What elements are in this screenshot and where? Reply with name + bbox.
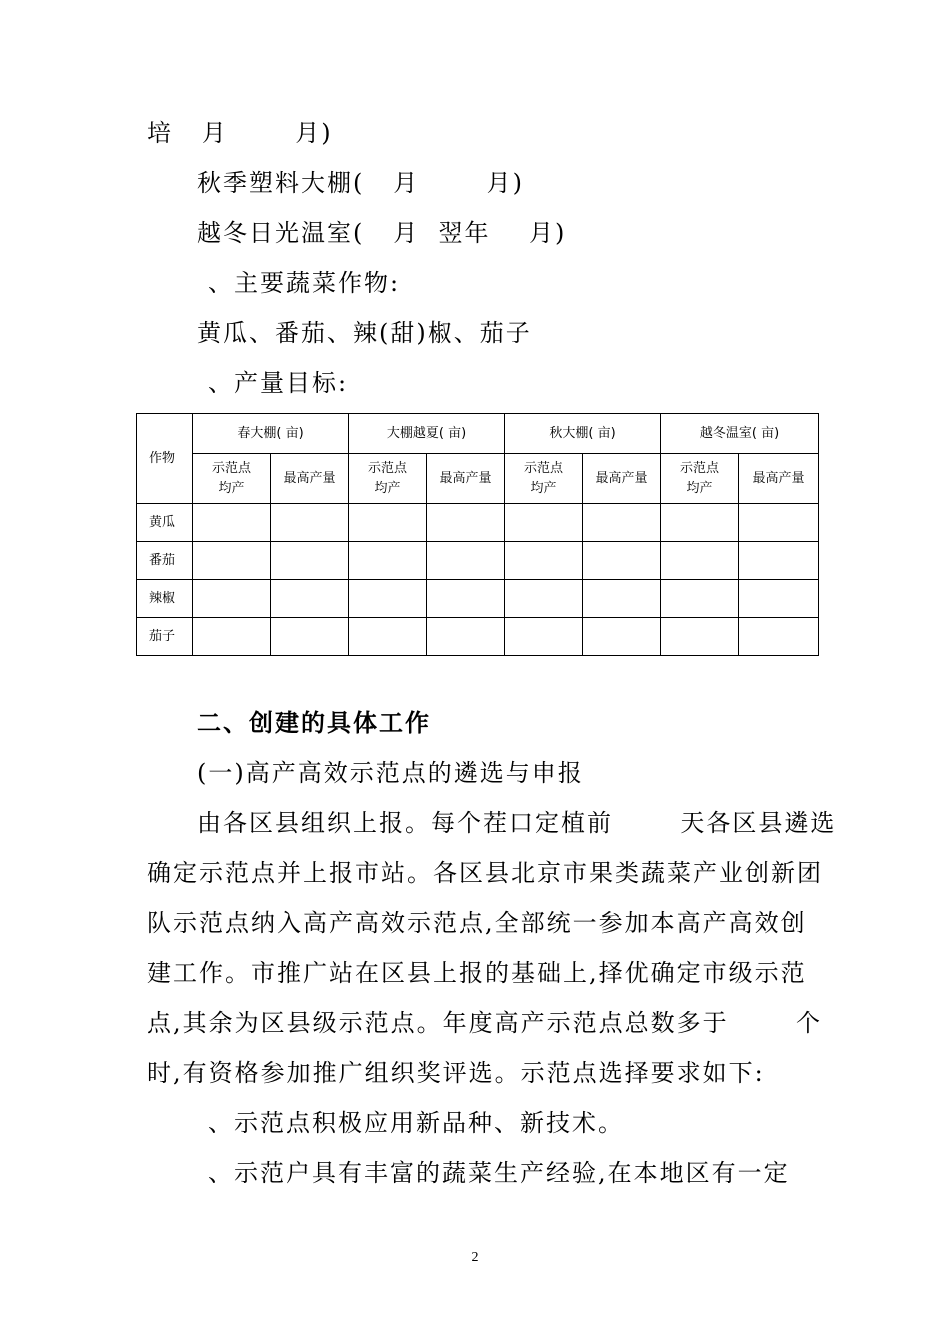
table-cell	[349, 580, 427, 618]
table-cell	[739, 618, 819, 656]
table-cell	[739, 542, 819, 580]
paragraph-line: 、示范户具有丰富的蔬菜生产经验,在本地区有一定	[208, 1159, 790, 1187]
line-6: 、产量目标:	[208, 369, 349, 397]
yield-target-table	[136, 413, 819, 656]
table-cell	[505, 580, 583, 618]
table-cell	[193, 618, 271, 656]
table-cell	[193, 580, 271, 618]
max-yield-header: 最高产量	[427, 454, 505, 504]
table-row	[137, 542, 819, 580]
table-cell	[427, 542, 505, 580]
avg-yield-header: 示范点 均产	[349, 454, 427, 504]
table-cell	[505, 504, 583, 542]
table-cell	[271, 618, 349, 656]
group-header: 秋大棚( 亩)	[505, 414, 661, 454]
subsection-heading: (一)高产高效示范点的遴选与申报	[197, 759, 584, 787]
crop-name: 茄子	[137, 618, 193, 656]
table-cell	[583, 618, 661, 656]
table-cell	[349, 542, 427, 580]
line-1: 培 月 月)	[147, 119, 333, 147]
table-cell	[193, 542, 271, 580]
crop-name: 辣椒	[137, 580, 193, 618]
crop-name: 番茄	[137, 542, 193, 580]
table-cell	[427, 504, 505, 542]
table-cell	[505, 618, 583, 656]
paragraph-line: 点,其余为区县级示范点。年度高产示范点总数多于 个	[147, 1009, 823, 1037]
table-cell	[193, 504, 271, 542]
table-cell	[349, 504, 427, 542]
max-yield-header: 最高产量	[583, 454, 661, 504]
paragraph-line: 时,有资格参加推广组织奖评选。示范点选择要求如下:	[147, 1059, 765, 1087]
table-cell	[739, 580, 819, 618]
line-3: 越冬日光温室( 月 翌年 月)	[197, 219, 567, 247]
group-header: 春大棚( 亩)	[193, 414, 349, 454]
avg-yield-header: 示范点 均产	[505, 454, 583, 504]
avg-yield-header: 示范点 均产	[661, 454, 739, 504]
avg-yield-header: 示范点 均产	[193, 454, 271, 504]
table-cell	[739, 504, 819, 542]
table-cell	[427, 580, 505, 618]
table-cell	[583, 542, 661, 580]
paragraph-line: 队示范点纳入高产高效示范点,全部统一参加本高产高效创	[147, 909, 807, 937]
table-cell	[583, 504, 661, 542]
table-cell	[271, 580, 349, 618]
table-row	[137, 504, 819, 542]
table-cell	[349, 618, 427, 656]
table-cell	[427, 618, 505, 656]
crop-name: 黄瓜	[137, 504, 193, 542]
max-yield-header: 最高产量	[271, 454, 349, 504]
table-cell	[661, 504, 739, 542]
paragraph-line: 建工作。市推广站在区县上报的基础上,择优确定市级示范	[147, 959, 807, 987]
table-cell	[271, 542, 349, 580]
line-2: 秋季塑料大棚( 月 月)	[197, 169, 525, 197]
section-heading: 二、创建的具体工作	[197, 709, 431, 737]
max-yield-header: 最高产量	[739, 454, 819, 504]
table-cell	[583, 580, 661, 618]
paragraph-line: 确定示范点并上报市站。各区县北京市果类蔬菜产业创新团	[147, 859, 823, 887]
line-5: 黄瓜、番茄、辣(甜)椒、茄子	[197, 319, 532, 347]
table-row	[137, 580, 819, 618]
group-header: 大棚越夏( 亩)	[349, 414, 505, 454]
paragraph-line: 、示范点积极应用新品种、新技术。	[208, 1109, 624, 1137]
table-row	[137, 618, 819, 656]
table-cell	[661, 618, 739, 656]
table-cell	[505, 542, 583, 580]
line-4: 、主要蔬菜作物:	[208, 269, 401, 297]
table-cell	[661, 542, 739, 580]
table-cell	[271, 504, 349, 542]
page-number: 2	[471, 1250, 479, 1265]
crop-header: 作物	[137, 414, 193, 504]
group-header: 越冬温室( 亩)	[661, 414, 819, 454]
paragraph-line: 由各区县组织上报。每个茬口定植前 天各区县遴选	[197, 809, 837, 837]
table-cell	[661, 580, 739, 618]
